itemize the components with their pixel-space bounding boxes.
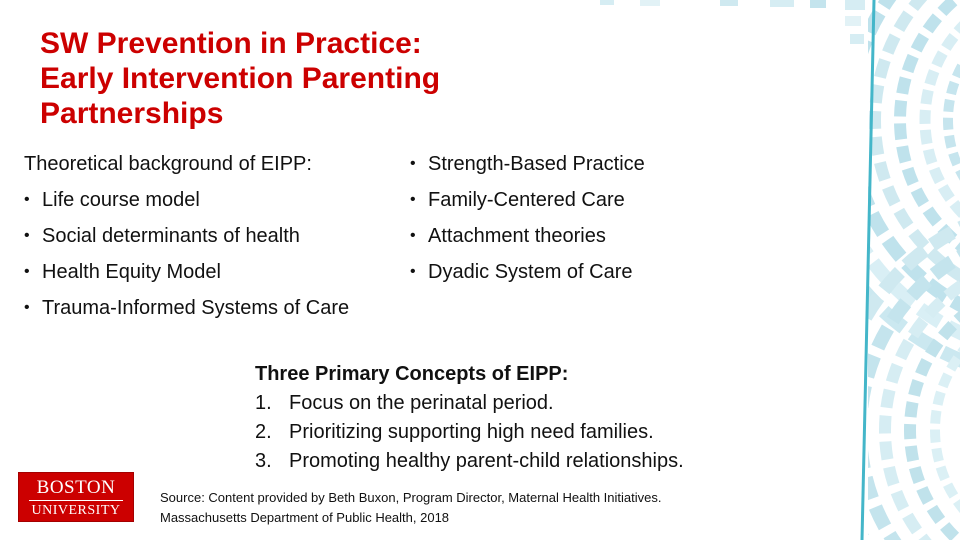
source-citation [160, 488, 860, 528]
logo-line-2: UNIVERSITY [31, 503, 121, 518]
bullet-icon: • [410, 191, 416, 208]
list-item-text: Promoting healthy parent-child relationships. [289, 450, 684, 472]
source-line-1: Source: Content provided by Beth Buxon, Program Director, Maternal Health Initiatives. [160, 490, 662, 505]
theoretical-background-heading: Theoretical background of EIPP: [24, 153, 312, 175]
bullet-icon: • [410, 227, 416, 244]
slide-title [40, 26, 600, 131]
title-line-3: Partnerships [40, 97, 224, 130]
title-line-2: Early Intervention Parenting [40, 62, 441, 95]
list-item [410, 186, 710, 222]
logo-line-1: BOSTON [36, 477, 116, 498]
list-number: 3. [255, 450, 272, 472]
list-item-text: Life course model [42, 189, 200, 211]
practice-approaches-list [410, 150, 710, 294]
list-item [410, 258, 710, 294]
list-item-text: Focus on the perinatal period. [289, 392, 554, 414]
list-item [410, 222, 710, 258]
logo-divider [29, 500, 123, 501]
list-item-text: Strength-Based Practice [428, 153, 645, 175]
list-item [255, 447, 815, 476]
list-item-text: Social determinants of health [42, 225, 300, 247]
primary-concepts-heading: Three Primary Concepts of EIPP: [255, 363, 569, 385]
list-item-text: Dyadic System of Care [428, 261, 633, 283]
bullet-icon: • [410, 263, 416, 280]
primary-concepts [255, 360, 815, 476]
bullet-icon: • [24, 227, 30, 244]
bullet-icon: • [410, 155, 416, 172]
list-number: 2. [255, 421, 272, 443]
boston-university-logo [18, 472, 134, 522]
list-item [410, 150, 710, 186]
list-item [24, 258, 404, 294]
list-item [255, 418, 815, 447]
source-line-2: Massachusetts Department of Public Health, 2018 [160, 510, 450, 525]
list-item [24, 222, 404, 258]
list-item [255, 389, 815, 418]
list-item-text: Health Equity Model [42, 261, 221, 283]
list-number: 1. [255, 392, 272, 414]
title-line-1: SW Prevention in Practice: [40, 27, 422, 60]
bullet-icon: • [24, 299, 30, 316]
list-item [24, 186, 404, 222]
theoretical-background-list [24, 150, 404, 330]
list-item-text: Attachment theories [428, 225, 606, 247]
list-item [24, 294, 404, 330]
bullet-icon: • [24, 191, 30, 208]
bullet-icon: • [24, 263, 30, 280]
list-item-text: Family-Centered Care [428, 189, 625, 211]
list-item-text: Prioritizing supporting high need families. [289, 421, 654, 443]
list-item-text: Trauma-Informed Systems of Care [42, 297, 350, 319]
